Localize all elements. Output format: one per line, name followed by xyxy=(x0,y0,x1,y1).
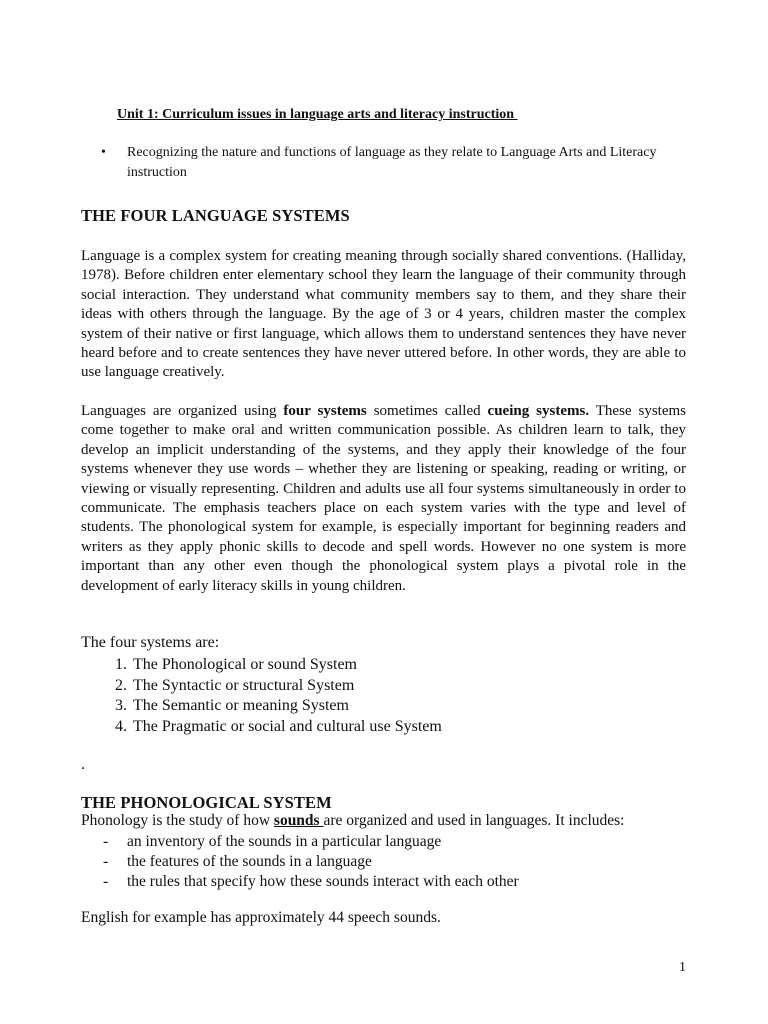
list-text: an inventory of the sounds in a particular language xyxy=(127,833,442,850)
list-item xyxy=(81,655,442,676)
list-text: The Pragmatic or social and cultural use System xyxy=(133,717,442,735)
page-number: 1 xyxy=(679,960,686,975)
stray-period: . xyxy=(81,756,85,773)
dash-marker: - xyxy=(103,833,109,850)
list-item xyxy=(81,676,442,697)
section-heading-four-language-systems: THE FOUR LANGUAGE SYSTEMS xyxy=(81,206,350,225)
list-number: 4. xyxy=(115,717,127,735)
list-item xyxy=(81,852,519,872)
paragraph-language-definition: Language is a complex system for creating meaning through socially shared conventions. (Halliday, 1978). Before children enter elementary school they learn the language of their community through social interaction. They understand what community members say to them, and they share their ideas with others through the language. By the age of 3 or 4 years, children master the complex system of their native or first language, which allows them to understand sentences they have never heard before and to create sentences they have never uttered before. In other words, they are able to use language creatively. xyxy=(81,248,686,381)
dash-marker: - xyxy=(103,873,109,890)
definition-text: Phonology is the study of how xyxy=(81,812,274,829)
list-item xyxy=(81,717,442,738)
systems-intro: The four systems are: xyxy=(81,634,220,651)
section-heading-phonological-system: THE PHONOLOGICAL SYSTEM xyxy=(81,793,332,812)
objective-bullet-item xyxy=(101,143,681,182)
list-number: 3. xyxy=(115,697,127,715)
objective-text: Recognizing the nature and functions of language as they relate to Language Arts and Literacy instruction xyxy=(127,145,657,180)
systems-list xyxy=(81,655,442,737)
dash-marker: - xyxy=(103,853,109,870)
list-text: The Semantic or meaning System xyxy=(133,697,349,715)
paragraph-text: Languages are organized using xyxy=(81,403,284,419)
list-item xyxy=(81,872,519,892)
list-item xyxy=(81,696,442,717)
unit-title: Unit 1: Curriculum issues in language arts and literacy instruction xyxy=(117,107,518,122)
list-text: The Syntactic or structural System xyxy=(133,676,355,694)
paragraph-text: sometimes called xyxy=(366,403,488,419)
bullet-icon: • xyxy=(101,145,106,160)
paragraph-text: These systems come together to make oral and written communication possible. As children learn to talk, they develop an implicit understanding of the systems, and they apply their knowledge of the four systems whenever they use words – whether they are listening or speaking, reading or writing, or viewing or visually representing. Children and adults use all four systems simultaneously in order to communicate. The emphasis teachers place on each system varies with the type and level of students. The phonological system for example, is especially important for beginning readers and writers as they apply phonic skills to decode and spell words. However no one system is more important than any other even though the phonological system plays a pivotal role in the development of early literacy skills in young children. xyxy=(81,403,687,594)
list-text: the features of the sounds in a language xyxy=(127,853,372,870)
emphasis-cueing-systems: cueing systems. xyxy=(487,403,590,419)
list-text: The Phonological or sound System xyxy=(133,656,357,673)
list-number: 2. xyxy=(115,676,127,694)
list-item xyxy=(81,832,519,852)
definition-text: are organized and used in languages. It includes: xyxy=(323,812,625,829)
emphasis-four-systems: four systems xyxy=(283,403,367,419)
emphasis-sounds: sounds xyxy=(273,812,324,829)
phonology-definition xyxy=(81,812,624,830)
list-number: 1. xyxy=(115,656,127,673)
paragraph-cueing-systems xyxy=(81,402,686,596)
closing-sentence: English for example has approximately 44 speech sounds. xyxy=(81,909,441,926)
phonology-includes-list xyxy=(81,832,519,892)
list-text: the rules that specify how these sounds interact with each other xyxy=(127,873,519,890)
